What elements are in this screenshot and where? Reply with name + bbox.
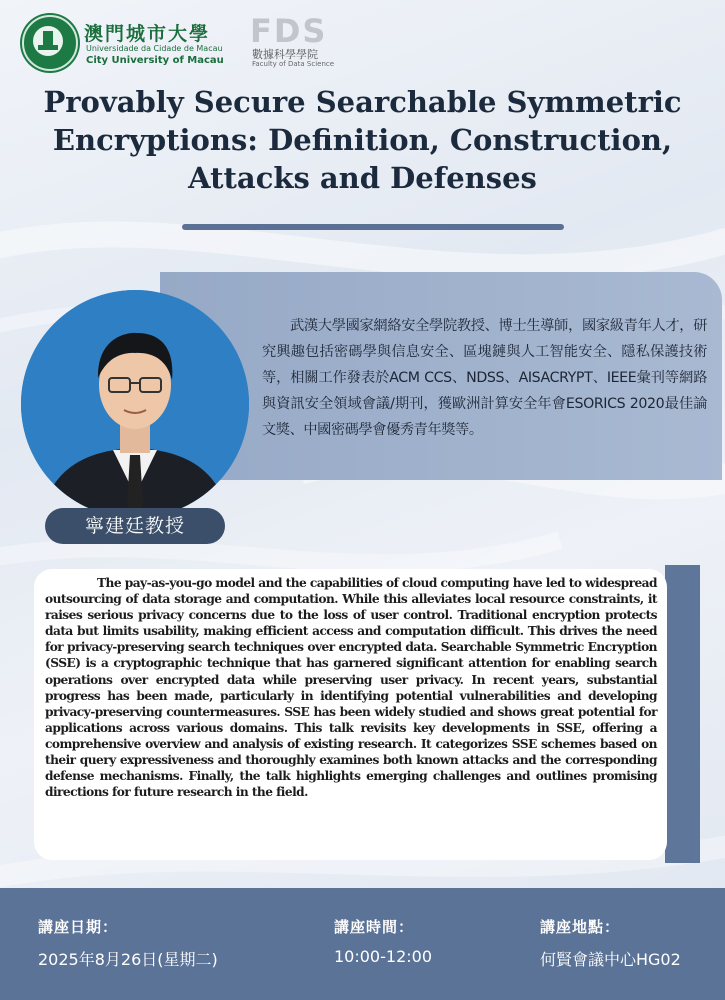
venue-label: 講座地點： bbox=[540, 918, 621, 936]
faculty-name-zh: 數據科學學院 bbox=[252, 48, 318, 61]
speaker-bio: 武漢大學國家網絡安全學院教授、博士生導師，國家級青年人才，研究興趣包括密碼學與信息安全、區塊鏈與人工智能安全、隱私保護技術等，相關工作發表於ACM CCS、NDSS、AISACRYPT、IEEE彙刊等網路與資訊安全領域會議/期刊，獲歐洲計算安全年會ESORICS 2020最佳論文獎、中國密碼學會優秀青年獎等。 bbox=[262, 318, 707, 438]
abstract-accent-bar bbox=[665, 565, 700, 863]
date-value: 2025年8月26日(星期二) bbox=[38, 950, 218, 969]
lecture-time bbox=[334, 916, 432, 966]
lecture-venue bbox=[540, 916, 681, 970]
university-name-zh: 澳門城市大學 bbox=[84, 23, 211, 45]
time-value: 10:00-12:00 bbox=[334, 947, 432, 966]
title-line-1: Provably Secure Searchable Symmetric bbox=[43, 85, 682, 119]
date-label: 講座日期： bbox=[38, 918, 119, 936]
time-label: 講座時間： bbox=[334, 918, 415, 936]
lecture-date bbox=[38, 916, 218, 970]
faculty-name-en: Faculty of Data Science bbox=[252, 60, 335, 68]
title-line-3: Attacks and Defenses bbox=[188, 161, 537, 195]
header-logos bbox=[20, 10, 420, 70]
speaker-name-badge: 寧建廷教授 bbox=[45, 508, 225, 544]
title-line-2: Encryptions: Definition, Construction, bbox=[52, 123, 673, 157]
lecture-title bbox=[10, 83, 715, 197]
university-name-pt: Universidade da Cidade de Macau bbox=[86, 44, 223, 53]
abstract-text: The pay-as-you-go model and the capabilities of cloud computing have led to widespread outsourcing of data storage and computation. While this alleviates local resource constraints, it raises serious privacy concerns due to the loss of user control. Traditional encryption protects data but limits usability, making efficient access and computation difficult. This drives the need for privacy-preserving search techniques over encrypted data. Searchable Symmetric Encryption (SSE) is a cryptographic technique that has garnered significant attention for enabling search operations over encrypted data while preserving user privacy. In recent years, substantial progress has been made, particularly in identifying potential vulnerabilities and developing privacy-preserving countermeasures. SSE has been widely studied and shows great potential for applications across various domains. This talk revisits key developments in SSE, offering a comprehensive overview and analysis of existing research. It categorizes SSE schemes based on their query expressiveness and thoroughly examines both known attacks and the corresponding defense mechanisms. Finally, the talk highlights emerging challenges and outlines promising directions for future research in the field. bbox=[45, 576, 657, 800]
university-seal-icon bbox=[22, 15, 78, 71]
title-underline bbox=[182, 224, 564, 230]
speaker-photo bbox=[21, 290, 249, 518]
university-name-en: City University of Macau bbox=[86, 55, 224, 66]
faculty-logo: FDS bbox=[250, 12, 328, 50]
venue-value: 何賢會議中心HG02 bbox=[540, 950, 681, 969]
